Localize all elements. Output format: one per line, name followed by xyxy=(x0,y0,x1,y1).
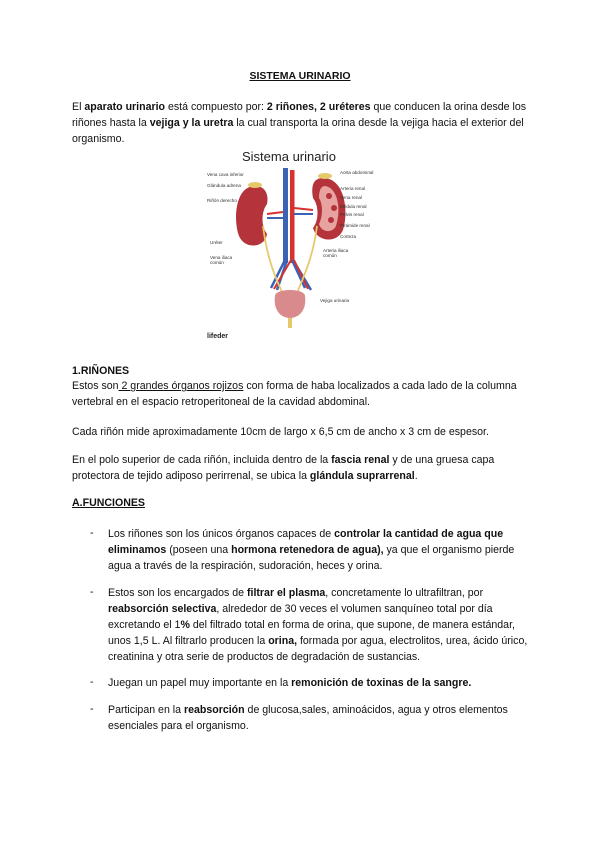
bullet-dash: - xyxy=(90,586,94,598)
bullet-dash: - xyxy=(90,527,94,539)
rinones-paragraph-2: Cada riñón mide aproximadamente 10cm de largo x 6,5 cm de ancho x 3 cm de espesor. xyxy=(72,426,489,438)
vena-cava-shape xyxy=(283,168,288,263)
bullet-dash: - xyxy=(90,676,94,688)
label-corteza: Corteza xyxy=(340,234,357,239)
left-adrenal-shape xyxy=(318,173,332,179)
rinones-paragraph-3: En el polo superior de cada riñón, incluida dentro de la fascia renal y de una gruesa capa protectora de tejido adiposo perirrenal, se ubica la glándula suprarrenal. xyxy=(72,454,495,482)
bladder-shape xyxy=(275,290,306,318)
function-item-1: Los riñones son los únicos órganos capaces de controlar la cantidad de agua que eliminamos (poseen una hormona retenedora de agua), ya que el organismo pierde agua a través de la respiración, sudoración, heces y orina. xyxy=(108,528,515,572)
label-vejiga: Vejiga urinaria xyxy=(320,298,350,303)
label-vena-cava: Vena cava inferior xyxy=(207,172,244,177)
label-piramide-renal: Pirámide renal xyxy=(340,223,370,228)
label-medula-renal: Médula renal xyxy=(340,204,367,209)
label-vena-renal: Vena renal xyxy=(340,195,362,200)
document-title: SISTEMA URINARIO xyxy=(249,70,351,82)
urethra-shape xyxy=(288,318,292,328)
label-pelvis-renal: Pelvis renal xyxy=(340,212,364,217)
intro-paragraph: El aparato urinario está compuesto por: 2 riñones, 2 uréteres que conducen la orina desde los riñones hasta la vejiga y la uretra la cual transporta la orina desde la vejiga hacia el exterior del organismo. xyxy=(72,101,527,145)
function-item-4: Participan en la reabsorción de glucosa,sales, aminoácidos, agua y otros elementos esenciales para el organismo. xyxy=(108,704,508,732)
label-adrenal: Glándula adrena xyxy=(207,183,241,188)
right-kidney-shape xyxy=(236,186,267,246)
label-vena-iliaca: Vena iliaca común xyxy=(210,255,233,265)
aorta-shape xyxy=(290,170,295,263)
bullet-dash: - xyxy=(90,703,94,715)
lifeder-logo: lifeder xyxy=(207,333,229,340)
section-heading-rinones: 1.RIÑONES xyxy=(72,365,130,377)
figure-title: Sistema urinario xyxy=(242,149,336,164)
label-ureter: Uréter xyxy=(210,240,223,245)
function-item-2: Estos son los encargados de filtrar el plasma, concretamente lo ultrafiltran, por reabsorción selectiva, alrededor de 30 veces el volumen sanquíneo total por día excretando el 1% del filtrado total en forma de orina, que supone, de manera estándar, unos 1,5 L. Al filtrarlo producen la orina, formada por agua, electrolitos, urea, ácido úrico, creatinina y otra serie de productos de degradación de sustancias. xyxy=(108,587,528,663)
label-right-kidney: Riñón derecho xyxy=(207,198,237,203)
rinones-paragraph-1: Estos son 2 grandes órganos rojizos con forma de haba localizados a cada lado de la columna vertebral en el espacio retroperitoneal de la cavidad abdominal. xyxy=(72,380,517,408)
section-heading-funciones: A.FUNCIONES xyxy=(72,497,145,509)
label-arteria-iliaca: Arteria iliaca común xyxy=(323,248,349,258)
label-aorta: Aorta abdominal xyxy=(340,170,374,175)
function-item-3: Juegan un papel muy importante en la remonición de toxinas de la sangre. xyxy=(108,677,472,689)
right-adrenal-shape xyxy=(248,182,262,188)
label-arteria-renal: Arteria renal xyxy=(340,186,366,191)
